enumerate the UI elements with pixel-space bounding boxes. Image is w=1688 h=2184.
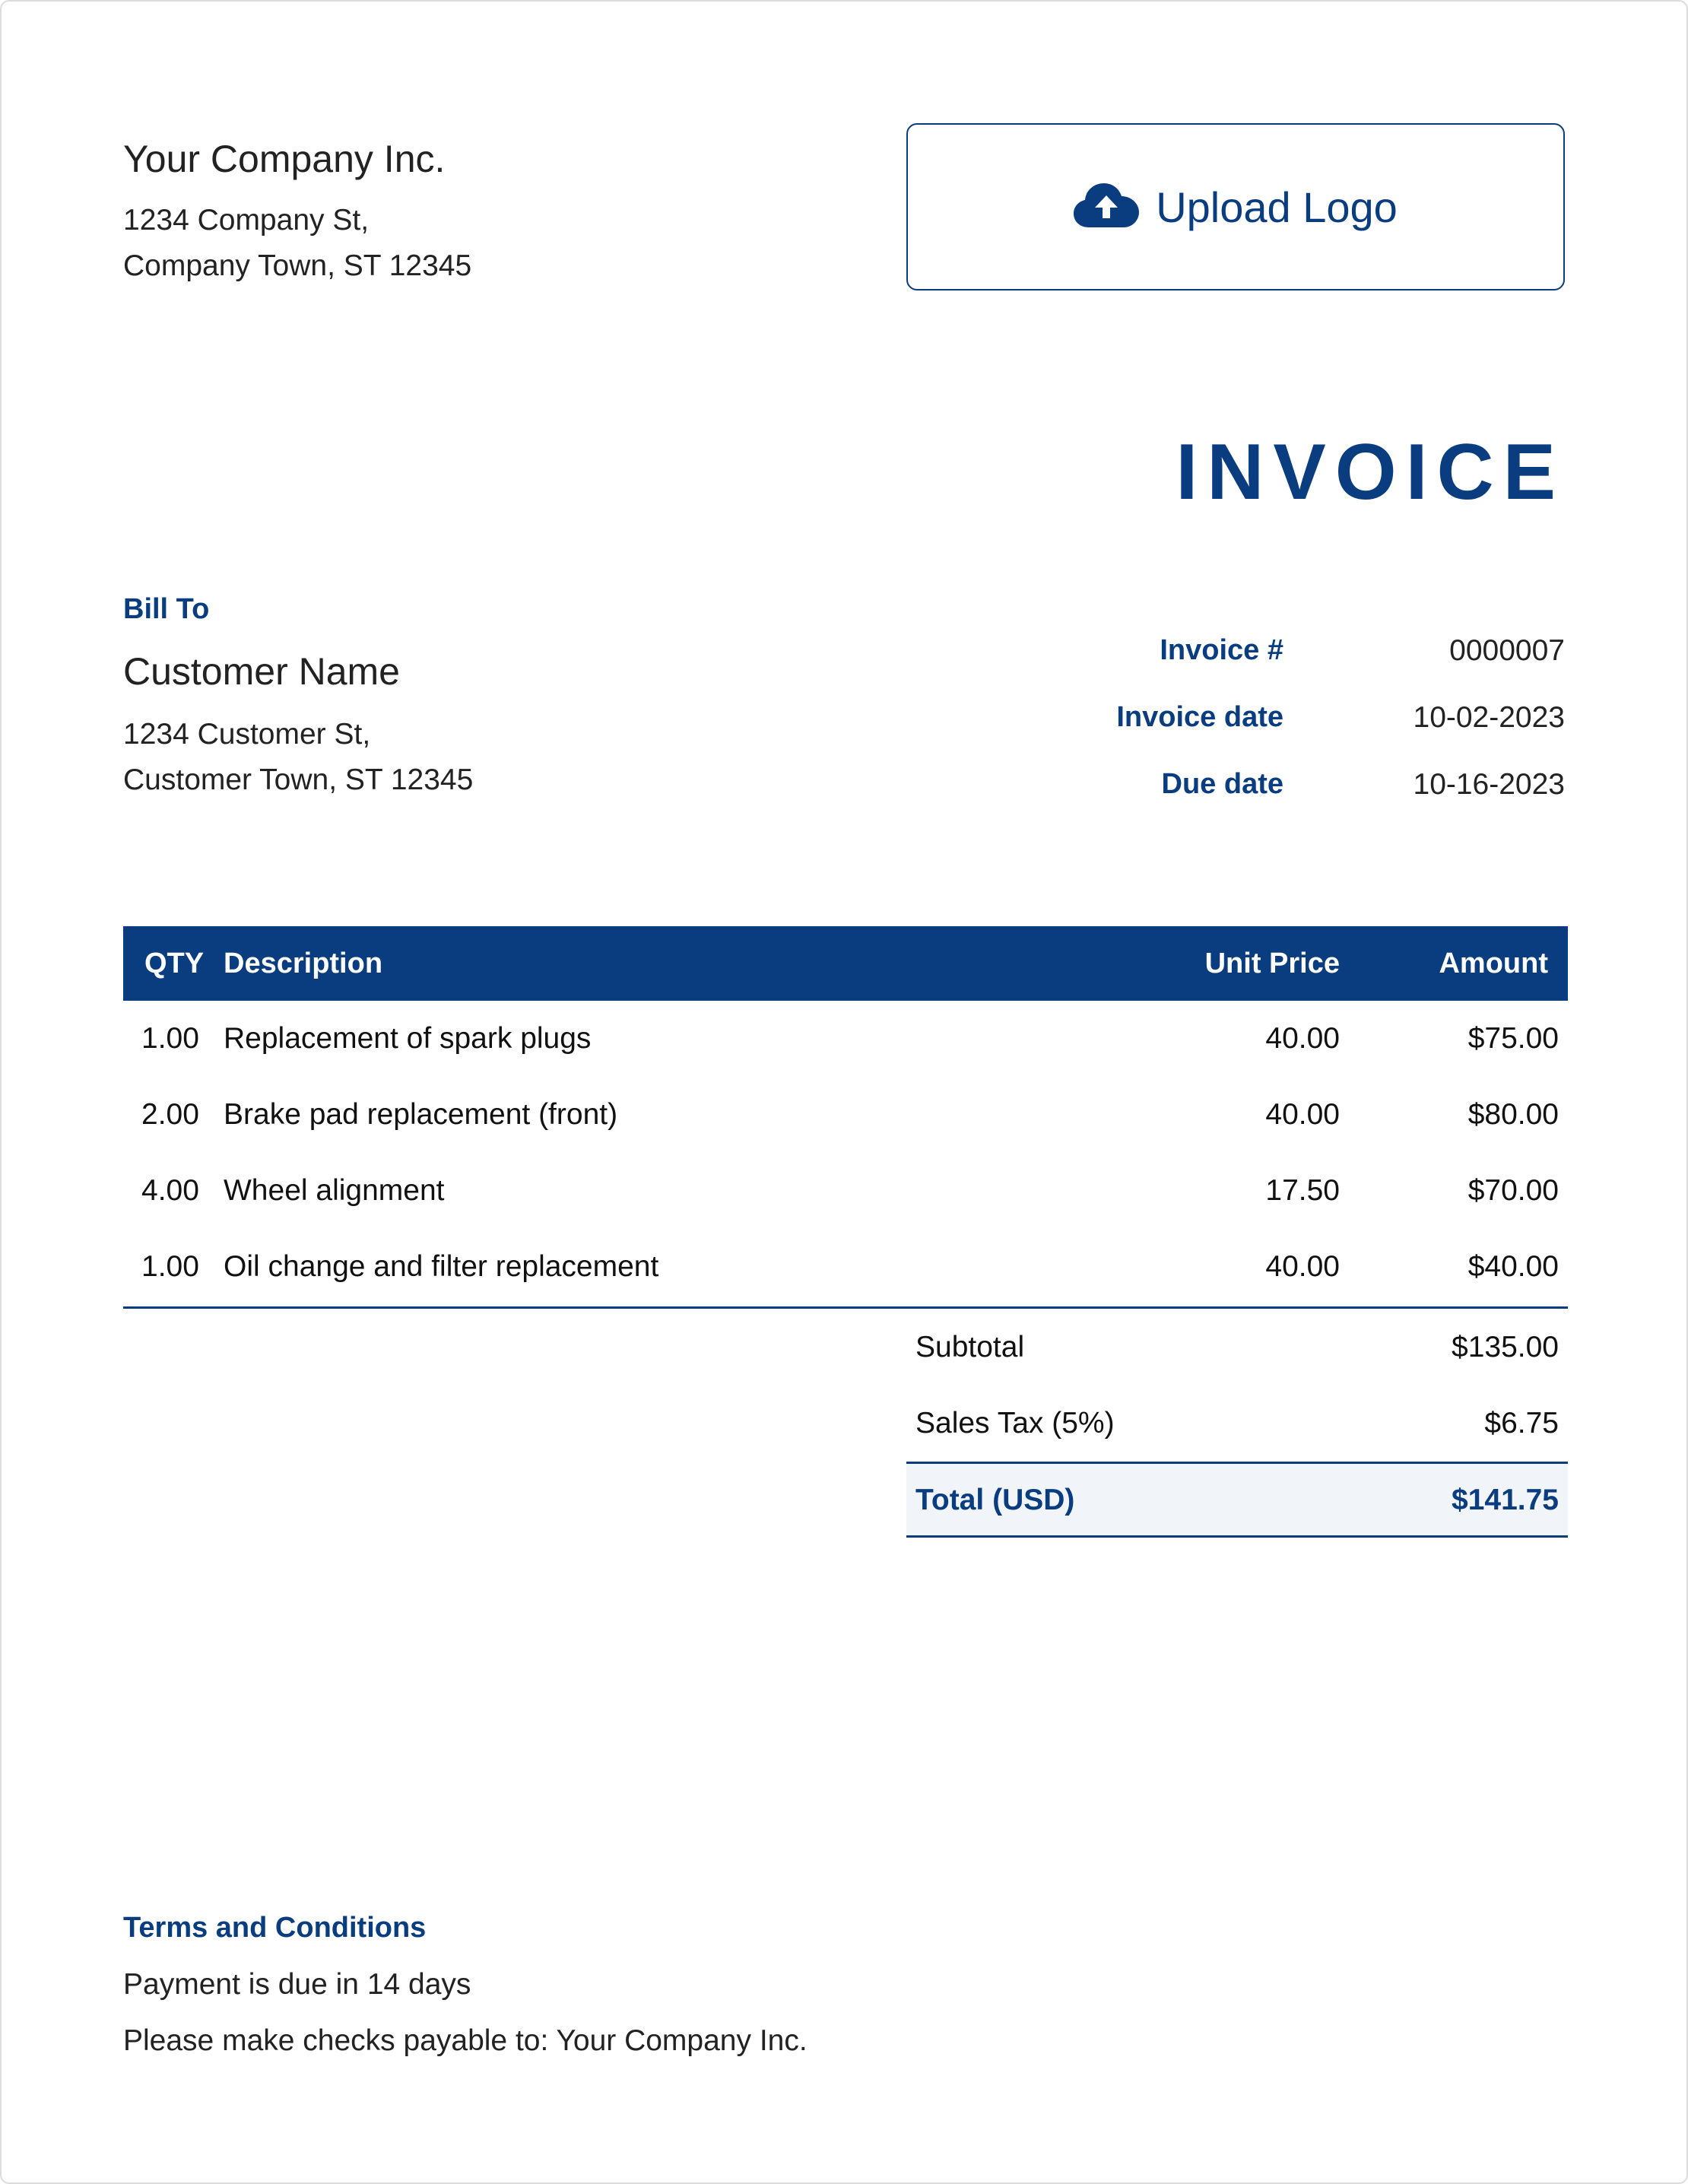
row-amount: $70.00 xyxy=(1467,1174,1559,1207)
company-address-line1: 1234 Company St, xyxy=(123,204,370,236)
row-description: Brake pad replacement (front) xyxy=(224,1098,618,1131)
invoice-number-value: 0000007 xyxy=(1449,634,1565,667)
tax-row xyxy=(906,1386,1568,1462)
table-header xyxy=(123,926,1568,1001)
row-qty: 2.00 xyxy=(141,1098,199,1131)
cloud-upload-icon xyxy=(1074,182,1139,233)
row-amount: $80.00 xyxy=(1467,1098,1559,1131)
company-name: Your Company Inc. xyxy=(123,138,446,180)
customer-address-line1: 1234 Customer St, xyxy=(123,718,371,751)
table-row xyxy=(123,1077,1568,1153)
row-unit-price: 40.00 xyxy=(1265,1022,1340,1055)
row-amount: $75.00 xyxy=(1467,1022,1559,1055)
row-amount: $40.00 xyxy=(1467,1250,1559,1283)
upload-logo-button[interactable] xyxy=(906,123,1565,290)
table-bottom-divider xyxy=(123,1306,1568,1309)
row-description: Wheel alignment xyxy=(224,1174,445,1207)
company-address-line2: Company Town, ST 12345 xyxy=(123,249,472,282)
row-unit-price: 40.00 xyxy=(1265,1098,1340,1131)
table-row xyxy=(123,1001,1568,1077)
upload-logo-label: Upload Logo xyxy=(1156,183,1398,231)
bill-to-heading: Bill To xyxy=(123,593,210,625)
table-row xyxy=(123,1229,1568,1305)
row-unit-price: 40.00 xyxy=(1265,1250,1340,1283)
header-qty: QTY xyxy=(144,948,205,979)
row-description: Replacement of spark plugs xyxy=(224,1022,592,1055)
subtotal-value: $135.00 xyxy=(1452,1331,1559,1363)
row-unit-price: 17.50 xyxy=(1265,1174,1340,1207)
row-qty: 4.00 xyxy=(141,1174,199,1207)
invoice-title: INVOICE xyxy=(1176,428,1565,516)
row-description: Oil change and filter replacement xyxy=(224,1250,659,1283)
tax-label: Sales Tax (5%) xyxy=(915,1407,1115,1440)
invoice-date-label: Invoice date xyxy=(1116,701,1283,733)
row-qty: 1.00 xyxy=(141,1022,199,1055)
due-date-value: 10-16-2023 xyxy=(1413,768,1565,801)
line-items-table xyxy=(123,926,1568,1309)
row-qty: 1.00 xyxy=(141,1250,199,1283)
header-amount: Amount xyxy=(1439,948,1548,979)
totals-block xyxy=(906,1309,1568,1538)
terms-heading: Terms and Conditions xyxy=(123,1912,427,1944)
invoice-number-label: Invoice # xyxy=(1160,634,1283,666)
total-row xyxy=(906,1462,1568,1538)
subtotal-row xyxy=(906,1309,1568,1386)
table-row xyxy=(123,1153,1568,1229)
header-description: Description xyxy=(224,948,383,979)
terms-line-checks: Please make checks payable to: Your Company Inc. xyxy=(123,2024,808,2057)
customer-name: Customer Name xyxy=(123,650,400,693)
customer-address-line2: Customer Town, ST 12345 xyxy=(123,763,474,796)
total-label: Total (USD) xyxy=(915,1484,1075,1516)
subtotal-label: Subtotal xyxy=(915,1331,1025,1363)
header-unit-price: Unit Price xyxy=(1204,948,1340,979)
terms-line-payment: Payment is due in 14 days xyxy=(123,1968,471,2001)
tax-value: $6.75 xyxy=(1484,1407,1559,1440)
total-value: $141.75 xyxy=(1452,1484,1559,1516)
invoice-date-value: 10-02-2023 xyxy=(1413,701,1565,734)
due-date-label: Due date xyxy=(1161,768,1283,800)
